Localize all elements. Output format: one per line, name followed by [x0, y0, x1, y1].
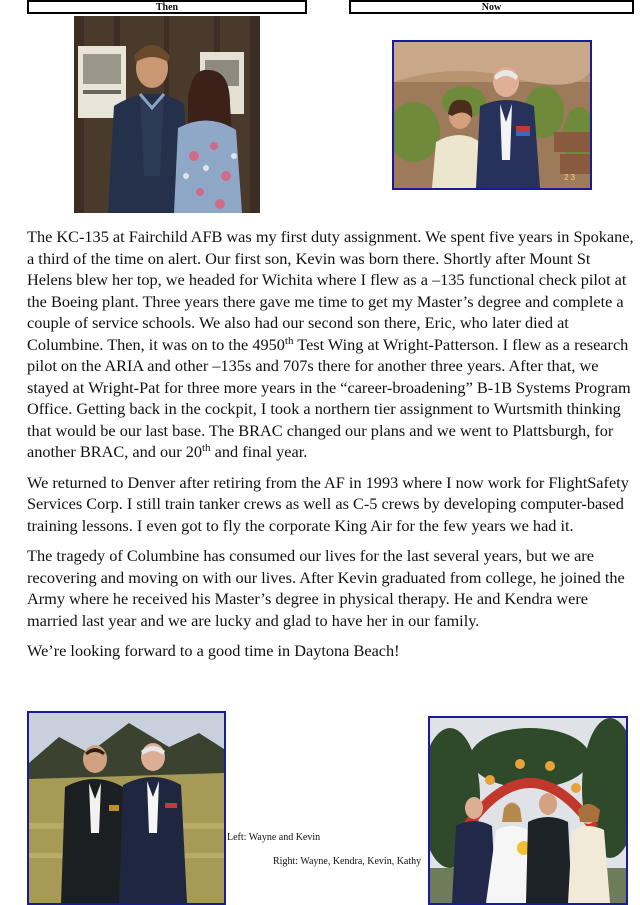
then-label: Then	[27, 0, 307, 14]
paragraph-career-part-c: and final year.	[210, 442, 308, 461]
wayne-kevin-photo	[27, 711, 226, 905]
caption-right: Right: Wayne, Kendra, Kevin, Kathy	[273, 856, 422, 867]
caption-left: Left: Wayne and Kevin	[227, 832, 321, 843]
paragraph-career	[27, 226, 637, 463]
paragraph-career-part-b: Test Wing at Wright-Patterson. I flew as a research pilot on the ARIA and other –135s and 707s there for another three years. After that, we stayed at Wright-Pat for three more years in the “career-broadening” B-1B Systems Program Office. Getting back in the cockpit, I took a northern tier assignment to Wurtsmith thinking that would be our last base. The BRAC changed our plans and we went to Plattsburgh, for another BRAC, and our 20	[27, 334, 631, 461]
paragraph-retirement: We returned to Denver after retiring from the AF in 1993 where I now work for FlightSafety Services Corp. I still train tanker crews as well as C-5 crews by developing computer-based training lessons. I even got to fly the corporate King Air for the few years we had it.	[27, 472, 629, 535]
superscript-th-1: th	[284, 334, 294, 347]
paragraph-closing: We’re looking forward to a good time in Daytona Beach!	[27, 641, 400, 660]
article-body	[27, 226, 637, 671]
then-photo	[74, 16, 260, 213]
paragraph-columbine: The tragedy of Columbine has consumed our lives for the last several years, but we are recovering and moving on with our lives. After Kevin graduated from college, he joined the Army where he received his Master’s degree in physical therapy. He and Kendra were married last year and we are lucky and glad to have her in our family.	[27, 546, 625, 630]
superscript-th-2: th	[202, 442, 211, 454]
now-label: Now	[349, 0, 634, 14]
wedding-photo	[428, 716, 628, 905]
svg-text:2 3: 2 3	[564, 173, 576, 182]
paragraph-career-part-a: The KC-135 at Fairchild AFB was my first duty assignment. We spent five years in Spokane, a third of the time on alert. Our first son, Kevin was born there. Shortly after Mount St Helens blew her top, we headed for Wichita where I flew as a –135 functional check pilot at the Boeing plant. Three years there gave me time to get my Master’s degree and complete a couple of service schools. We also had our second son there, Eric, who later died at Columbine. Then, it was on to the 4950	[27, 227, 634, 354]
now-photo	[392, 40, 592, 190]
